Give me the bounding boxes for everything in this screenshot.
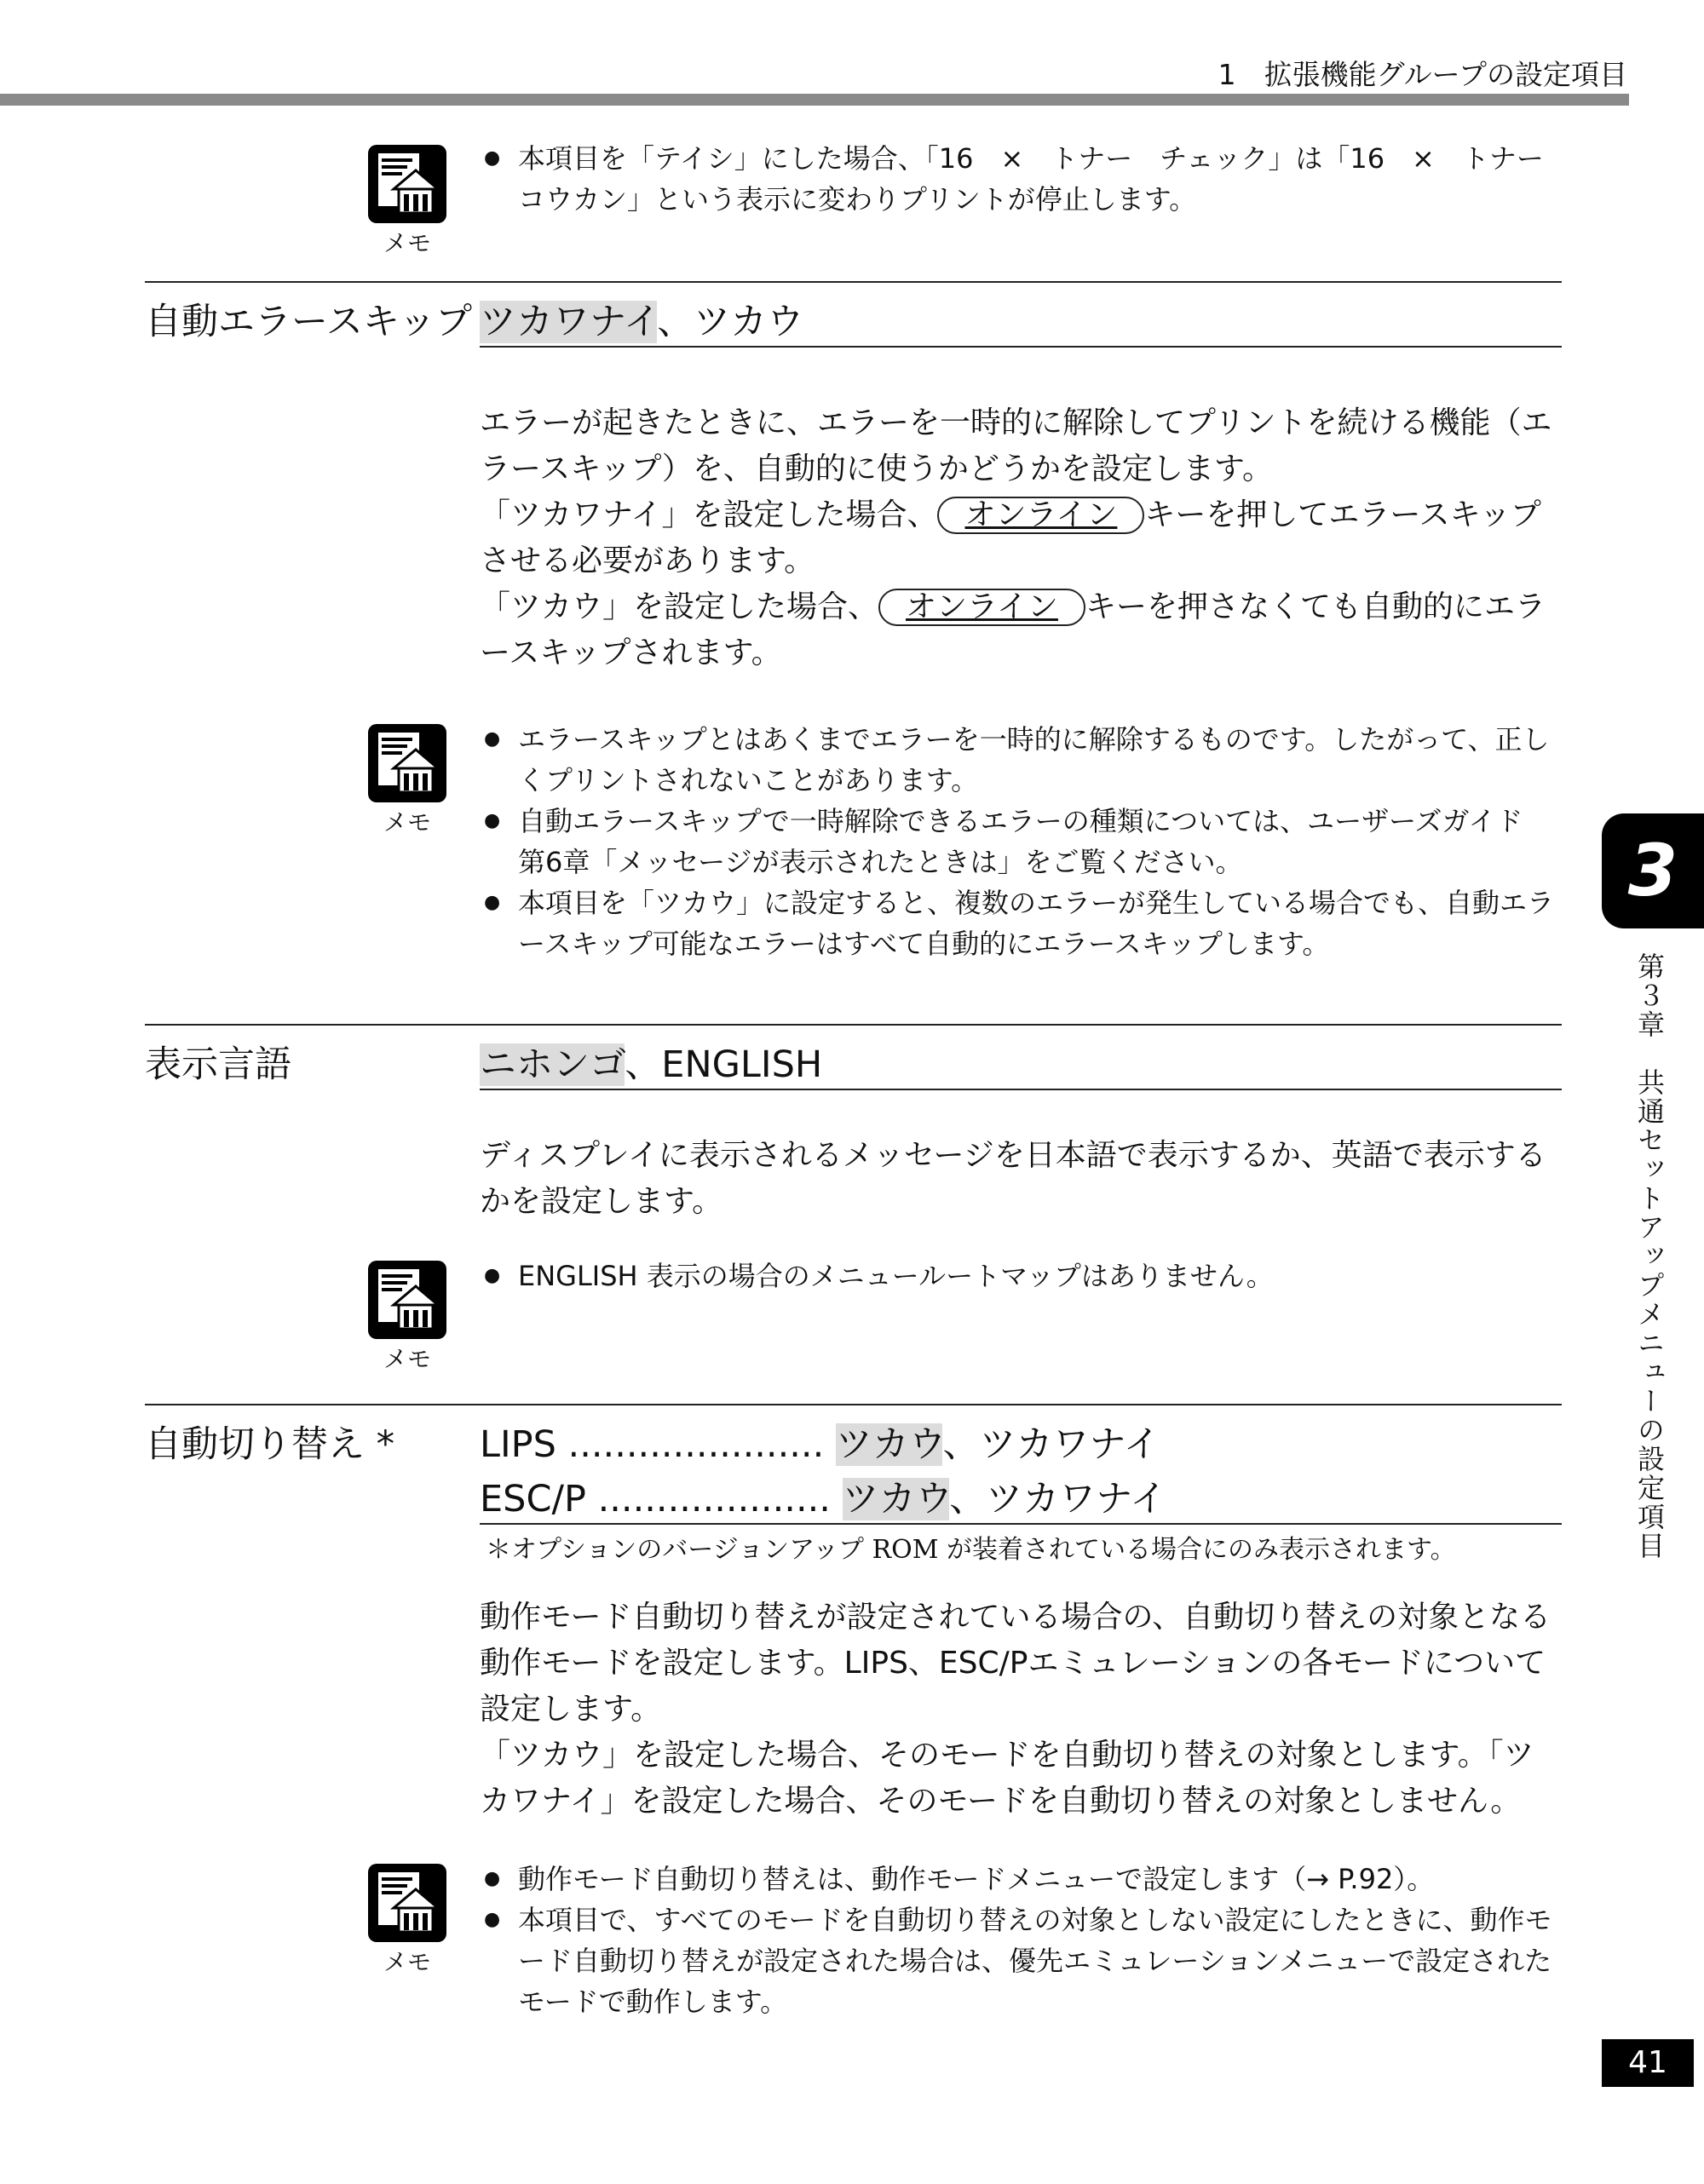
memo-badge xyxy=(368,1864,446,1942)
option-rule xyxy=(480,346,1562,348)
memo-badge xyxy=(368,1261,446,1339)
section-rule-top xyxy=(145,1024,1562,1026)
memo-icon xyxy=(368,145,446,259)
memo-icon xyxy=(368,1261,446,1375)
memo-label: メモ xyxy=(383,1345,431,1373)
document-house-icon xyxy=(368,1864,446,1942)
leader-dots: .................... xyxy=(585,1478,831,1520)
memo-label: メモ xyxy=(383,808,431,836)
section-title-auto-switch: 自動切り替え * xyxy=(145,1423,395,1466)
memo-item: ● ENGLISH 表示の場合のメニュールートマップはありません。 xyxy=(484,1256,1566,1296)
default-option: ツカワナイ xyxy=(480,301,658,343)
mode-name: LIPS xyxy=(480,1423,556,1466)
option-line-escp xyxy=(480,1470,1166,1522)
option-line-lips xyxy=(480,1416,1160,1468)
memo-badge xyxy=(368,724,446,802)
memo-item: ● 自動エラースキップで一時解除できるエラーの種類については、ユーザーズガイド 第6章「メッセージが表示されたときは」をご覧ください。 xyxy=(484,801,1566,882)
memo-item: ● 動作モード自動切り替えは、動作モードメニューで設定します（→ P.92）。 xyxy=(484,1859,1566,1900)
section-title-auto-error-skip: 自動エラースキップ xyxy=(145,301,472,343)
section3-description xyxy=(480,1595,1560,1825)
section1-description xyxy=(480,400,1560,676)
memo-label: メモ xyxy=(383,229,431,257)
memo-badge xyxy=(368,145,446,223)
chapter-title-vertical: 第３章 共通セットアップメニューの設定項目 xyxy=(1633,952,1666,1560)
memo-item: ● 本項目で、すべてのモードを自動切り替えの対象としない設定にしたときに、動作モード自動切り替えが設定された場合は、優先エミュレーションメニューで設定されたモードで動作します。 xyxy=(484,1900,1566,2022)
header-rule xyxy=(0,94,1629,106)
other-options: 、ENGLISH xyxy=(625,1043,823,1086)
footnote: ＊オプションのバージョンアップ ROM が装着されている場合にのみ表示されます。 xyxy=(486,1535,1456,1565)
document-house-icon xyxy=(368,145,446,223)
chapter-tab: 3 xyxy=(1602,813,1704,928)
option-rule xyxy=(480,1523,1562,1525)
section-title-display-language: 表示言語 xyxy=(145,1043,291,1086)
memo-list-3 xyxy=(484,1256,1566,1296)
paragraph: 「ツカウ」を設定した場合、そのモードを自動切り替えの対象とします。「ツカワナイ」を設定した場合、そのモードを自動切り替えの対象としません。 xyxy=(480,1738,1534,1819)
section2-description xyxy=(480,1133,1560,1225)
online-key: オンライン xyxy=(878,589,1085,626)
mode-name: ESC/P xyxy=(480,1478,586,1520)
paragraph: 「ツカワナイ」を設定した場合、 オンライン キーを押してエラースキップさせる必要があります。 xyxy=(480,497,1541,578)
memo-icon xyxy=(368,724,446,838)
paragraph: 動作モード自動切り替えが設定されている場合の、自動切り替えの対象となる動作モードを設定します。LIPS、ESC/Pエミュレーションの各モードについて設定します。 xyxy=(480,1600,1551,1727)
memo-list-1 xyxy=(484,138,1566,220)
page-number: 41 xyxy=(1602,2039,1694,2087)
other-options: 、ツカウ xyxy=(657,301,804,343)
section-rule-top xyxy=(145,281,1562,283)
option-values xyxy=(480,1036,822,1088)
default-option: ツカウ xyxy=(842,1478,950,1520)
default-option: ニホンゴ xyxy=(480,1043,625,1086)
paragraph: ディスプレイに表示されるメッセージを日本語で表示するか、英語で表示するかを設定します。 xyxy=(480,1138,1546,1219)
document-house-icon xyxy=(368,1261,446,1339)
memo-item: ● 本項目を「テイシ」にした場合、「16 × トナー チェック」は「16 × トナーコウカン」という表示に変わりプリントが停止します。 xyxy=(484,138,1566,220)
memo-item: ● エラースキップとはあくまでエラーを一時的に解除するものです。したがって、正しくプリントされないことがあります。 xyxy=(484,719,1566,801)
paragraph: エラーが起きたときに、エラーを一時的に解除してプリントを続ける機能（エラースキップ）を、自動的に使うかどうかを設定します。 xyxy=(480,405,1552,486)
paragraph: 「ツカウ」を設定した場合、 オンライン キーを押さなくても自動的にエラースキップされます。 xyxy=(480,589,1546,670)
memo-label: メモ xyxy=(383,1948,431,1976)
leader-dots: ...................... xyxy=(556,1423,825,1466)
memo-icon xyxy=(368,1864,446,1978)
option-values xyxy=(480,293,803,345)
other-options: 、ツカワナイ xyxy=(942,1423,1160,1466)
online-key: オンライン xyxy=(937,497,1144,534)
default-option: ツカウ xyxy=(835,1423,943,1466)
other-options: 、ツカワナイ xyxy=(949,1478,1167,1520)
memo-list-4 xyxy=(484,1859,1566,2022)
section-rule-top xyxy=(145,1404,1562,1405)
memo-list-2 xyxy=(484,719,1566,964)
memo-item: ● 本項目を「ツカウ」に設定すると、複数のエラーが発生している場合でも、自動エラースキップ可能なエラーはすべて自動的にエラースキップします。 xyxy=(484,882,1566,964)
document-house-icon xyxy=(368,724,446,802)
running-header: 1 拡張機能グループの設定項目 xyxy=(1218,58,1627,91)
option-rule xyxy=(480,1089,1562,1090)
